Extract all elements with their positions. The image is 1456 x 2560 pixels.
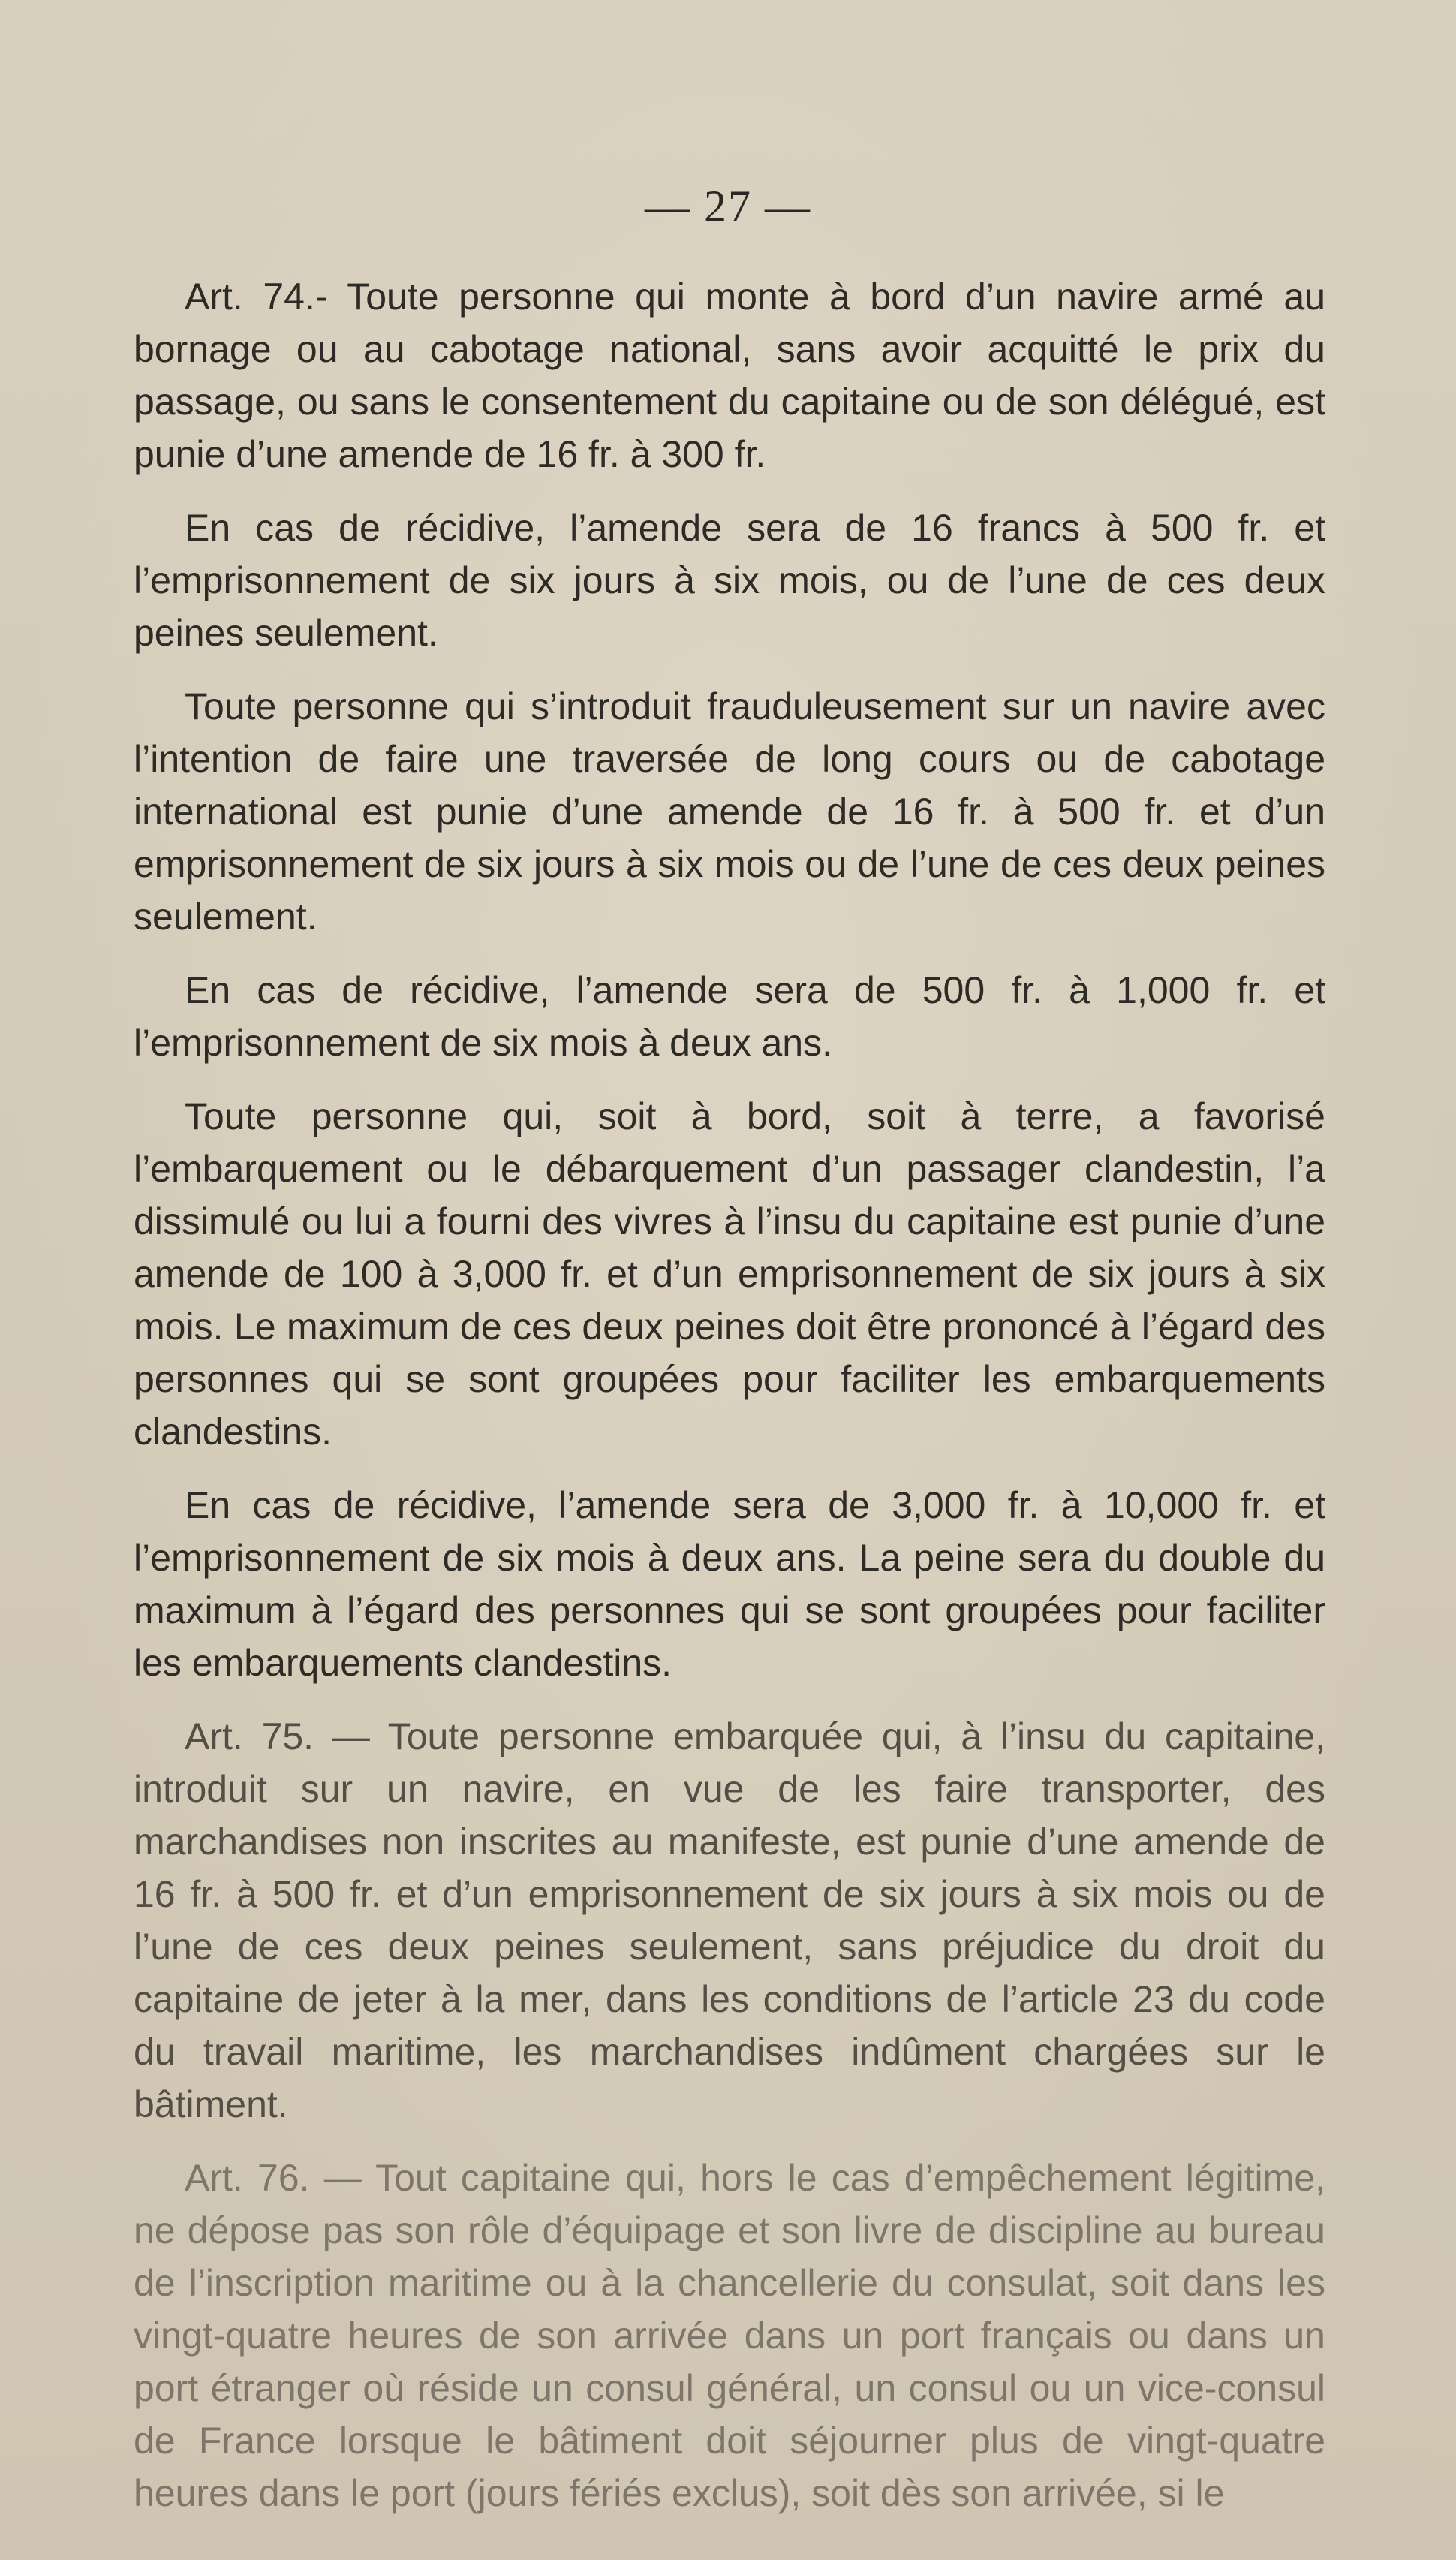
paragraph-art-76: Art. 76. — Tout capitaine qui, hors le cas d’empêchement légitime, ne dépose pas son rôle d’équipage et son livre de discipline au bureau de l’inscription maritime ou à la chancellerie du consulat, soit dans les vingt-quatre heures de son arrivée dans un port français ou dans un port étranger où réside un consul général, un consul ou un vice-consul de France lorsque le bâtiment doit séjourner plus de vingt-quatre heures dans le port (jours fériés exclus), soit dès son arrivée, si le [134,2157,1325,2514]
paragraph-art-75: Art. 75. — Toute personne embarquée qui, à l’insu du capitaine, introduit sur un navire, en vue de les faire transporter, des marchandises non inscrites au manifeste, est punie d’une amende de 16 fr. à 500 fr. et d’un emprisonnement de six jours à six mois ou de l’une de ces deux peines seulement, sans préjudice du droit du capitaine de jeter à la mer, dans les conditions de l’article 23 du code du travail maritime, les marchandises indûment chargées sur le bâtiment. [134,1715,1325,2125]
paragraph-recidive-2: En cas de récidive, l’amende sera de 500 fr. à 1,000 fr. et l’emprisonnement de six mois à deux ans. [134,969,1325,1064]
paragraph-recidive-3: En cas de récidive, l’amende sera de 3,000 fr. à 10,000 fr. et l’emprisonnement de six mois à deux ans. La peine sera du double du maximum à l’égard des personnes qui se sont groupées pour faciliter les embarquements clandestins. [134,1484,1325,1684]
paragraph-art-74: Art. 74.- Toute personne qui monte à bord d’un navire armé au bornage ou au cabotage national, sans avoir acquitté le prix du passage, ou sans le consentement du capitaine ou de son délégué, est punie d’une amende de 16 fr. à 300 fr. [134,276,1325,475]
paragraph-passager-clandestin: Toute personne qui, soit à bord, soit à terre, a favorisé l’embarquement ou le débarquement d’un passager clandestin, l’a dissimulé ou lui a fourni des vivres à l’insu du capitaine est punie d’une amende de 100 à 3,000 fr. et d’un emprisonnement de six jours à six mois. Le maximum de ces deux peines doit être prononcé à l’égard des personnes qui se sont groupées pour faciliter les embarquements clandestins. [134,1095,1325,1453]
paragraph-introduction-frauduleuse: Toute personne qui s’introduit frauduleusement sur un navire avec l’intention de faire une traversée de long cours ou de cabotage international est punie d’une amende de 16 fr. à 500 fr. et d’un emprisonnement de six jours à six mois ou de l’une de ces deux peines seulement. [134,685,1325,938]
paragraph-recidive-1: En cas de récidive, l’amende sera de 16 francs à 500 fr. et l’emprisonnement de six jours à six mois, ou de l’une de ces deux peines seulement. [134,507,1325,654]
page-number: — 27 — [645,182,811,231]
body-text [134,270,1325,2540]
